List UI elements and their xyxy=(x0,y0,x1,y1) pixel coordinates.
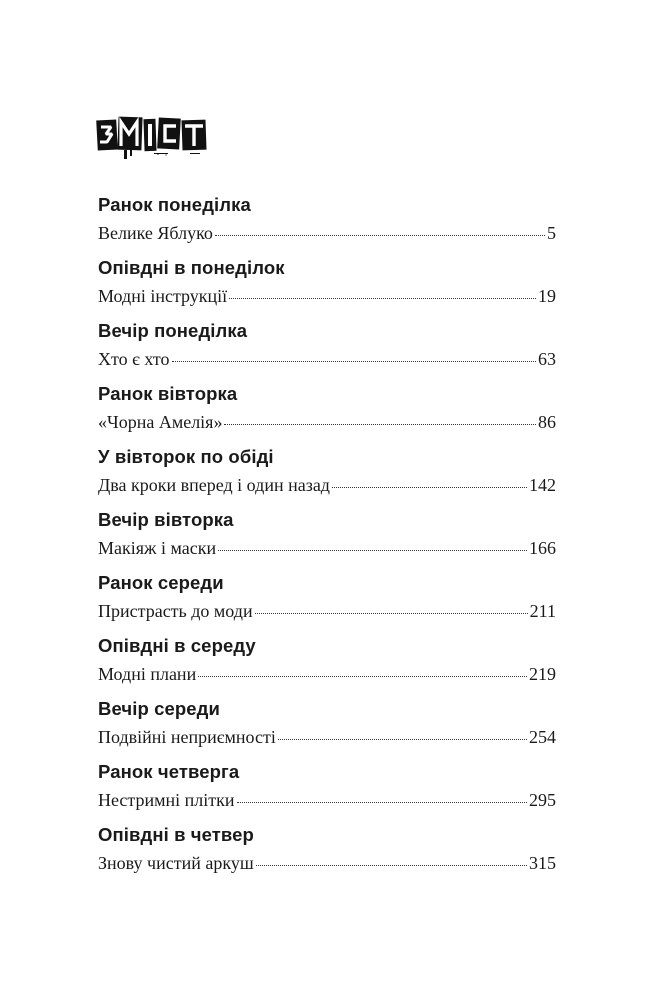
section-title: Опівдні в середу xyxy=(98,635,256,656)
dot-leader xyxy=(237,802,527,803)
chapter-title: Хто є хто xyxy=(98,349,170,369)
chapter-title: Два кроки вперед і один назад xyxy=(98,475,330,495)
page-number: 219 xyxy=(529,664,556,684)
toc-entry[interactable] xyxy=(98,286,556,307)
page-number: 211 xyxy=(529,601,556,621)
toc-entry[interactable] xyxy=(98,601,556,622)
page-number: 63 xyxy=(538,349,556,369)
toc-section xyxy=(98,316,556,379)
dot-leader xyxy=(332,487,527,488)
logo-letter-m xyxy=(117,117,142,159)
toc-entry[interactable] xyxy=(98,790,556,811)
dot-leader xyxy=(229,298,536,299)
page-number: 5 xyxy=(547,223,556,243)
toc-entry[interactable] xyxy=(98,853,556,874)
chapter-title: Пристрасть до моди xyxy=(98,601,253,621)
dot-leader xyxy=(198,676,527,677)
page-number: 19 xyxy=(538,286,556,306)
page-number: 315 xyxy=(529,853,556,873)
logo-letter-s xyxy=(157,117,181,149)
toc-entry[interactable] xyxy=(98,412,556,433)
toc-entry[interactable] xyxy=(98,538,556,559)
dot-leader xyxy=(172,361,536,362)
toc-section xyxy=(98,631,556,694)
toc-section xyxy=(98,253,556,316)
dot-leader xyxy=(255,613,528,614)
chapter-title: Макіяж і маски xyxy=(98,538,217,558)
toc-section xyxy=(98,190,556,253)
section-title: Опівдні в понеділок xyxy=(98,257,285,278)
logo-letter-t xyxy=(181,120,206,151)
chapter-title: Велике Яблуко xyxy=(98,223,213,243)
contents-logo xyxy=(96,114,208,160)
toc-section xyxy=(98,694,556,757)
chapter-title: Модні інструкції xyxy=(98,286,228,306)
section-title: Опівдні в четвер xyxy=(98,824,254,845)
logo-letter-i xyxy=(143,119,156,151)
dot-leader xyxy=(256,865,527,866)
chapter-title: Нестримні плітки xyxy=(98,790,235,810)
page-number: 295 xyxy=(529,790,556,810)
section-title: Ранок понеділка xyxy=(98,194,251,215)
dot-leader xyxy=(218,550,527,551)
toc-entry[interactable] xyxy=(98,664,556,685)
dot-leader xyxy=(215,235,545,236)
section-title: Вечір середи xyxy=(98,698,220,719)
table-of-contents xyxy=(98,190,556,883)
toc-entry[interactable] xyxy=(98,349,556,370)
section-title: Вечір вівторка xyxy=(98,509,234,530)
toc-section xyxy=(98,757,556,820)
toc-section xyxy=(98,505,556,568)
section-title: Вечір понеділка xyxy=(98,320,248,341)
section-title: Ранок четверга xyxy=(98,761,240,782)
chapter-title: Знову чистий аркуш xyxy=(98,853,254,873)
chapter-title: Подвійні неприємності xyxy=(98,727,276,747)
dot-leader xyxy=(224,424,536,425)
toc-entry[interactable] xyxy=(98,475,556,496)
toc-section xyxy=(98,820,556,883)
logo-letter-z xyxy=(96,119,118,150)
toc-entry[interactable] xyxy=(98,727,556,748)
page-number: 166 xyxy=(529,538,556,558)
toc-section xyxy=(98,442,556,505)
page-number: 142 xyxy=(529,475,556,495)
page-number: 86 xyxy=(538,412,556,432)
section-title: Ранок середи xyxy=(98,572,224,593)
dot-leader xyxy=(278,739,527,740)
page-number: 254 xyxy=(529,727,556,747)
toc-section xyxy=(98,379,556,442)
chapter-title: «Чорна Амелія» xyxy=(98,412,223,432)
toc-entry[interactable] xyxy=(98,223,556,244)
chapter-title: Модні плани xyxy=(98,664,197,684)
section-title: Ранок вівторка xyxy=(98,383,238,404)
toc-section xyxy=(98,568,556,631)
section-title: У вівторок по обіді xyxy=(98,446,274,467)
